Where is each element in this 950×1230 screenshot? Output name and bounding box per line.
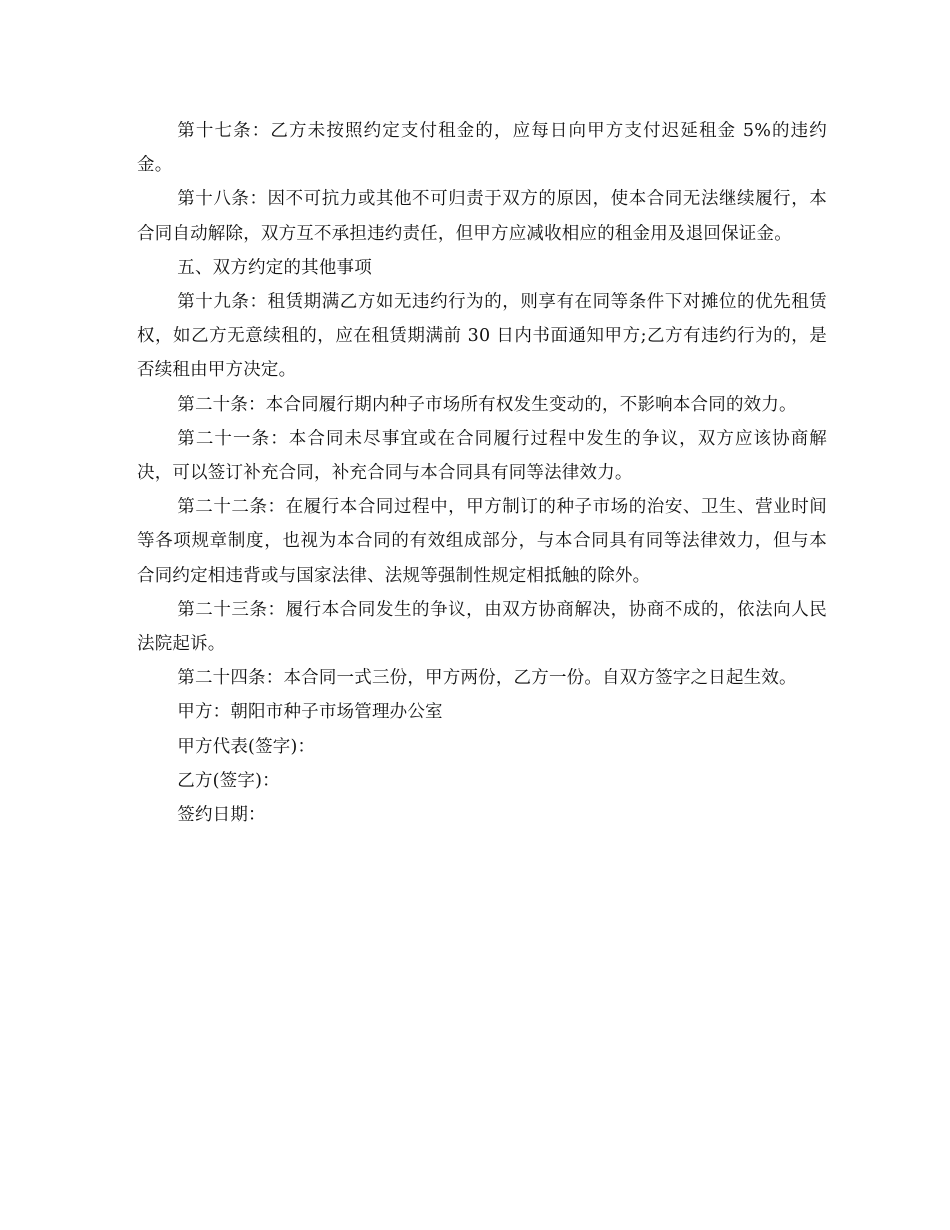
clause-22: 第二十二条：在履行本合同过程中，甲方制订的种子市场的治安、卫生、营业时间等各项规章制度，也视为本合同的有效组成部分，与本合同具有同等法律效力，但与本合同约定相违背或与国家法律、法规等强制性规定相抵触的除外。 xyxy=(137,497,827,586)
clause-17: 第十七条：乙方未按照约定支付租金的，应每日向甲方支付迟延租金 5%的违约金。 xyxy=(137,121,827,176)
clause-21: 第二十一条：本合同未尽事宜或在合同履行过程中发生的争议，双方应该协商解决，可以签订补充合同，补充合同与本合同具有同等法律效力。 xyxy=(137,428,827,484)
clause-19: 第十九条：租赁期满乙方如无违约行为的，则享有在同等条件下对摊位的优先租赁权，如乙方无意续租的，应在租赁期满前 30 日内书面通知甲方;乙方有违约行为的，是否续租由甲方决定。 xyxy=(137,292,827,381)
document-body xyxy=(137,114,827,832)
section-heading-other-matters: 五、双方约定的其他事项 xyxy=(177,257,372,278)
party-a-line: 甲方：朝阳市种子市场管理办公室 xyxy=(177,702,443,723)
clause-20: 第二十条：本合同履行期内种子市场所有权发生变动的，不影响本合同的效力。 xyxy=(177,394,797,415)
party-b-signature: 乙方(签字)： xyxy=(177,770,280,791)
party-a-representative-signature: 甲方代表(签字)： xyxy=(177,736,316,757)
signing-date: 签约日期： xyxy=(177,805,266,826)
clause-18: 第十八条：因不可抗力或其他不可归责于双方的原因，使本合同无法继续履行，本合同自动解除，双方互不承担违约责任，但甲方应减收相应的租金用及退回保证金。 xyxy=(137,189,827,244)
clause-23: 第二十三条：履行本合同发生的争议，由双方协商解决，协商不成的，依法向人民法院起诉。 xyxy=(137,599,827,655)
clause-24: 第二十四条：本合同一式三份，甲方两份，乙方一份。自双方签字之日起生效。 xyxy=(177,668,797,689)
